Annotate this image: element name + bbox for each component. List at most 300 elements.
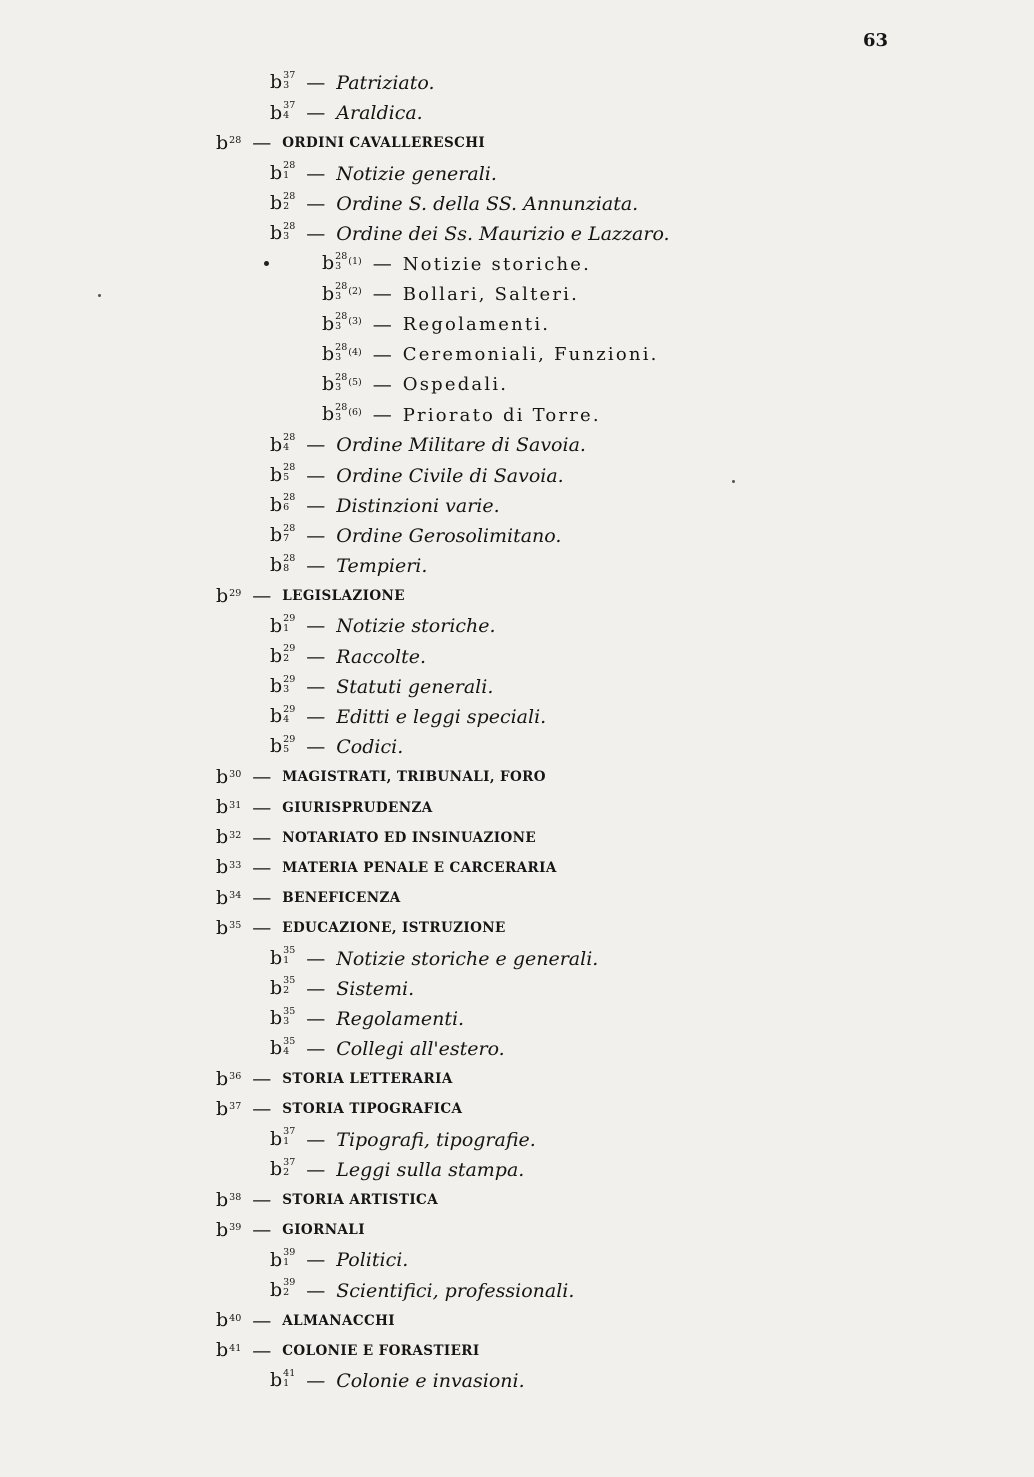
code-subscript: 1	[283, 1377, 290, 1389]
entry-dash: —	[252, 887, 272, 910]
entry-dash: —	[306, 1370, 326, 1393]
entry-code	[270, 492, 296, 516]
code-subscript: 5	[283, 743, 290, 755]
code-paren: (4)	[348, 346, 362, 358]
entry-code	[322, 371, 362, 396]
entry-dash: —	[372, 313, 392, 336]
entry-dash: —	[306, 434, 326, 457]
code-superscript: 29	[283, 643, 296, 655]
entry-label: Regolamenti.	[402, 314, 551, 336]
entry-code	[270, 703, 296, 728]
entry-label: Codici.	[336, 736, 404, 759]
list-item	[0, 430, 1034, 460]
entry-label: NOTARIATO ED INSINUAZIONE	[282, 829, 537, 846]
code-index	[229, 1102, 241, 1111]
code-superscript: 28	[229, 135, 242, 147]
entry-label: MAGISTRATI, TRIBUNALI, FORO	[282, 769, 546, 786]
code-superscript: 41	[283, 1367, 296, 1379]
code-index	[335, 282, 347, 301]
entry-dash: —	[306, 675, 326, 698]
entry-code	[322, 401, 362, 426]
entry-dash: —	[372, 253, 392, 276]
code-subscript: 2	[283, 985, 290, 997]
code-letter: b	[322, 343, 335, 366]
code-letter: b	[216, 1309, 229, 1332]
entry-dash: —	[306, 555, 326, 578]
entry-code	[216, 1188, 242, 1211]
code-letter: b	[270, 493, 283, 516]
entry-code	[270, 432, 296, 456]
code-superscript: 35	[283, 1005, 296, 1017]
code-letter: b	[216, 1218, 229, 1241]
code-subscript: 3	[335, 321, 342, 333]
code-paren: (5)	[348, 376, 362, 388]
code-letter: b	[216, 886, 229, 909]
entry-code	[216, 584, 242, 607]
code-index	[283, 1007, 295, 1026]
list-item	[0, 98, 1034, 128]
list-item	[0, 491, 1034, 521]
code-index	[229, 1314, 241, 1323]
list-item	[0, 340, 1034, 370]
code-superscript: 28	[335, 401, 348, 413]
code-subscript: 1	[283, 955, 290, 967]
code-index	[335, 252, 347, 271]
code-subscript: 3	[335, 291, 342, 303]
entry-label: Regolamenti.	[336, 1007, 465, 1030]
code-index	[283, 1369, 295, 1388]
code-paren: (1)	[348, 255, 362, 267]
code-index	[283, 735, 295, 754]
list-item	[0, 551, 1034, 581]
code-index	[283, 675, 295, 694]
list-item	[0, 400, 1034, 430]
entry-label: STORIA LETTERARIA	[282, 1071, 453, 1088]
code-paren: (6)	[348, 406, 362, 418]
code-superscript: 28	[283, 462, 296, 474]
list-item	[0, 1215, 1034, 1245]
entry-label: STORIA ARTISTICA	[282, 1192, 439, 1209]
code-subscript: 4	[283, 110, 290, 122]
list-item	[0, 310, 1034, 340]
entry-label: Priorato di Torre.	[402, 404, 601, 426]
entry-label: Ceremoniali, Funzioni.	[402, 344, 659, 366]
code-index	[229, 1072, 241, 1081]
code-subscript: 3	[283, 79, 290, 91]
code-letter: b	[216, 1067, 229, 1090]
entry-dash: —	[306, 72, 326, 95]
code-index	[283, 1037, 295, 1056]
list-item	[0, 1034, 1034, 1064]
code-index	[229, 770, 241, 779]
entry-label: Ordine dei Ss. Maurizio e Lazzaro.	[336, 223, 670, 246]
code-letter: b	[216, 1339, 229, 1362]
code-index	[283, 71, 295, 90]
list-item	[0, 611, 1034, 641]
list-item	[0, 128, 1034, 158]
code-index	[283, 946, 295, 965]
code-index	[283, 463, 295, 482]
list-item	[0, 883, 1034, 913]
code-index	[283, 1158, 295, 1177]
code-letter: b	[322, 312, 335, 335]
code-superscript: 41	[229, 1342, 242, 1354]
entry-dash: —	[252, 766, 272, 789]
code-letter: b	[216, 1097, 229, 1120]
code-index	[229, 891, 241, 900]
list-item	[0, 943, 1034, 973]
entry-label: Sistemi.	[336, 977, 415, 1000]
code-letter: b	[322, 252, 335, 275]
code-superscript: 40	[229, 1312, 242, 1324]
list-item	[0, 1064, 1034, 1094]
code-letter: b	[216, 826, 229, 849]
list-item	[0, 823, 1034, 853]
code-subscript: 3	[335, 351, 342, 363]
list-item	[0, 1004, 1034, 1034]
entry-dash: —	[252, 585, 272, 608]
entry-dash: —	[306, 524, 326, 547]
code-superscript: 28	[283, 492, 296, 504]
code-subscript: 8	[283, 562, 290, 574]
code-index	[283, 1248, 295, 1267]
code-index	[283, 101, 295, 120]
entry-dash: —	[252, 1339, 272, 1362]
list-item	[0, 1366, 1034, 1396]
entry-code	[270, 1126, 296, 1150]
code-index	[283, 192, 295, 211]
code-superscript: 29	[283, 613, 296, 625]
list-item	[0, 581, 1034, 611]
code-superscript: 28	[335, 281, 348, 293]
code-letter: b	[270, 1248, 283, 1271]
code-letter: b	[270, 1158, 283, 1181]
entry-label: Tempieri.	[336, 555, 428, 578]
entry-code	[216, 916, 242, 939]
entry-label: Leggi sulla stampa.	[336, 1158, 525, 1181]
code-index	[283, 644, 295, 663]
code-superscript: 28	[283, 552, 296, 564]
entry-label: Notizie storiche.	[336, 615, 496, 638]
code-letter: b	[270, 705, 283, 728]
entry-label: Distinzioni varie.	[336, 494, 500, 517]
code-superscript: 29	[229, 588, 242, 600]
code-index	[229, 921, 241, 930]
code-letter: b	[270, 222, 283, 245]
list-item	[0, 1125, 1034, 1155]
code-superscript: 37	[229, 1101, 242, 1113]
entry-dash: —	[372, 283, 392, 306]
entry-label: Raccolte.	[336, 645, 427, 668]
code-superscript: 28	[283, 432, 296, 444]
code-subscript: 3	[335, 411, 342, 423]
code-letter: b	[270, 1007, 283, 1030]
code-subscript: 3	[335, 381, 342, 393]
code-paren: (3)	[348, 316, 362, 328]
code-superscript: 28	[335, 341, 348, 353]
entry-dash: —	[306, 947, 326, 970]
entry-code	[270, 160, 296, 184]
list-item	[0, 762, 1034, 792]
entry-code	[216, 828, 241, 847]
code-subscript: 2	[283, 653, 290, 665]
list-item	[0, 370, 1034, 400]
entry-dash: —	[306, 706, 326, 729]
code-index	[229, 136, 241, 145]
entry-label: Ordine Civile di Savoia.	[336, 464, 564, 487]
code-index	[335, 403, 347, 422]
code-superscript: 37	[283, 69, 296, 81]
code-letter: b	[322, 282, 335, 305]
entry-code	[270, 613, 296, 637]
code-index	[283, 1278, 295, 1297]
entry-label: Patriziato.	[336, 72, 435, 95]
entry-code	[216, 1311, 241, 1330]
code-letter: b	[322, 373, 335, 396]
entry-code	[270, 522, 296, 547]
code-superscript: 34	[229, 890, 242, 902]
list-item	[0, 460, 1034, 490]
entry-dash: —	[372, 373, 392, 396]
list-item	[0, 1276, 1034, 1306]
entry-dash: —	[252, 1309, 272, 1332]
code-letter: b	[270, 554, 283, 577]
code-index	[283, 161, 295, 180]
code-superscript: 35	[283, 975, 296, 987]
entry-code	[270, 1005, 296, 1030]
entry-dash: —	[306, 1279, 326, 1302]
code-letter: b	[216, 584, 229, 607]
entry-code	[270, 552, 296, 577]
entry-dash: —	[252, 1098, 272, 1121]
code-index	[283, 976, 295, 995]
entry-label: Notizie storiche.	[402, 253, 592, 275]
code-superscript: 37	[283, 1126, 296, 1138]
code-superscript: 28	[283, 522, 296, 534]
list-item	[0, 1094, 1034, 1124]
code-index	[283, 705, 295, 724]
entry-code	[322, 281, 362, 305]
entry-dash: —	[306, 615, 326, 638]
code-superscript: 37	[283, 1156, 296, 1168]
code-index	[283, 222, 295, 241]
code-letter: b	[270, 1369, 283, 1392]
code-superscript: 39	[283, 1277, 296, 1289]
code-letter: b	[216, 131, 229, 154]
code-subscript: 5	[283, 472, 290, 484]
code-superscript: 30	[229, 769, 242, 781]
code-letter: b	[216, 856, 229, 879]
list-item	[0, 159, 1034, 189]
entry-label: EDUCAZIONE, ISTRUZIONE	[282, 920, 506, 937]
code-superscript: 36	[229, 1071, 242, 1083]
page-number: 63	[862, 30, 888, 51]
entry-label: ORDINI CAVALLERESCHI	[282, 135, 486, 152]
code-superscript: 28	[335, 311, 348, 323]
code-superscript: 35	[229, 920, 242, 932]
code-letter: b	[270, 1127, 283, 1150]
entry-dash: —	[306, 1038, 326, 1061]
entry-code	[216, 1097, 242, 1120]
entry-dash: —	[372, 404, 392, 427]
entry-label: Collegi all'estero.	[336, 1038, 505, 1061]
entry-label: GIURISPRUDENZA	[282, 799, 433, 816]
code-letter: b	[270, 463, 283, 486]
entry-dash: —	[306, 1007, 326, 1030]
code-letter: b	[216, 916, 229, 939]
code-superscript: 35	[283, 945, 296, 957]
entry-label: Ordine S. della SS. Annunziata.	[336, 192, 639, 215]
bullet-mark	[264, 261, 269, 266]
code-superscript: 39	[229, 1222, 242, 1234]
entry-code	[322, 341, 362, 366]
entry-label: Ordine Militare di Savoia.	[336, 434, 586, 457]
entry-label: LEGISLAZIONE	[282, 588, 405, 605]
entry-label: Araldica.	[336, 102, 423, 125]
entry-code	[270, 220, 296, 245]
code-subscript: 3	[283, 230, 290, 242]
code-superscript: 31	[229, 799, 242, 811]
code-index	[229, 801, 241, 810]
code-subscript: 3	[335, 260, 342, 272]
entry-dash: —	[252, 856, 272, 879]
code-index	[229, 1344, 241, 1353]
entry-code	[270, 643, 296, 667]
entry-dash: —	[372, 343, 392, 366]
list-item	[0, 702, 1034, 732]
code-superscript: 28	[283, 190, 296, 202]
entry-code	[270, 1156, 296, 1181]
classification-list	[0, 68, 1034, 1396]
code-letter: b	[270, 161, 283, 184]
code-superscript: 29	[283, 733, 296, 745]
entry-label: Ordine Gerosolimitano.	[336, 524, 562, 547]
code-index	[335, 343, 347, 362]
code-letter: b	[270, 524, 283, 547]
entry-dash: —	[306, 1158, 326, 1181]
entry-dash: —	[252, 796, 272, 819]
entry-label: Statuti generali.	[336, 675, 494, 698]
entry-label: Editti e leggi speciali.	[336, 706, 547, 729]
code-letter: b	[270, 644, 283, 667]
code-subscript: 6	[283, 502, 290, 514]
code-letter: b	[270, 1037, 283, 1060]
code-subscript: 1	[283, 1257, 290, 1269]
code-subscript: 4	[283, 442, 290, 454]
entry-code	[270, 673, 296, 698]
list-item	[0, 1336, 1034, 1366]
entry-label: Colonie e invasioni.	[336, 1370, 525, 1393]
code-letter: b	[216, 1188, 229, 1211]
entry-dash: —	[252, 1189, 272, 1212]
entry-code	[270, 945, 296, 969]
code-letter: b	[270, 71, 283, 94]
entry-code	[216, 798, 241, 817]
code-letter: b	[270, 192, 283, 215]
code-subscript: 7	[283, 532, 290, 544]
entry-label: STORIA TIPOGRAFICA	[282, 1101, 463, 1118]
entry-code	[270, 1367, 296, 1392]
entry-dash: —	[306, 1249, 326, 1272]
code-letter: b	[270, 735, 283, 758]
list-item	[0, 974, 1034, 1004]
code-subscript: 4	[283, 1045, 290, 1057]
code-subscript: 2	[283, 1287, 290, 1299]
entry-dash: —	[306, 977, 326, 1000]
entry-dash: —	[306, 464, 326, 487]
list-item	[0, 68, 1034, 98]
entry-code	[270, 975, 296, 999]
code-superscript: 33	[229, 859, 242, 871]
code-superscript: 32	[229, 829, 242, 841]
entry-code	[270, 1277, 296, 1301]
entry-code	[270, 69, 296, 94]
code-subscript: 3	[283, 683, 290, 695]
code-subscript: 3	[283, 1015, 290, 1027]
list-item	[0, 521, 1034, 551]
list-item	[0, 793, 1034, 823]
entry-code	[322, 250, 362, 275]
entry-dash: —	[252, 917, 272, 940]
list-item	[0, 1155, 1034, 1185]
code-superscript: 35	[283, 1035, 296, 1047]
code-superscript: 29	[283, 673, 296, 685]
entry-dash: —	[306, 494, 326, 517]
entry-code	[216, 131, 242, 154]
code-letter: b	[216, 765, 229, 788]
entry-dash: —	[252, 132, 272, 155]
entry-code	[322, 311, 362, 335]
list-item	[0, 672, 1034, 702]
code-superscript: 29	[283, 703, 296, 715]
code-letter: b	[270, 101, 283, 124]
entry-label: Notizie generali.	[336, 162, 497, 185]
entry-dash: —	[306, 1128, 326, 1151]
code-index	[283, 554, 295, 573]
entry-dash: —	[306, 645, 326, 668]
list-item	[0, 279, 1034, 309]
code-letter: b	[216, 796, 229, 819]
code-subscript: 2	[283, 1166, 290, 1178]
entry-code	[216, 858, 241, 877]
code-letter: b	[270, 1278, 283, 1301]
code-letter: b	[270, 614, 283, 637]
code-index	[283, 524, 295, 543]
code-superscript: 39	[283, 1247, 296, 1259]
entry-code	[216, 886, 242, 909]
code-letter: b	[270, 433, 283, 456]
code-letter: b	[322, 403, 335, 426]
code-letter: b	[270, 976, 283, 999]
entry-dash: —	[306, 223, 326, 246]
entry-label: Scientifici, professionali.	[336, 1279, 575, 1302]
list-item	[0, 249, 1034, 279]
entry-label: Tipografi, tipografie.	[336, 1128, 536, 1151]
entry-label: GIORNALI	[282, 1222, 365, 1239]
entry-code	[270, 733, 296, 758]
code-index	[229, 589, 241, 598]
code-superscript: 37	[283, 100, 296, 111]
entry-dash: —	[306, 102, 326, 125]
entry-dash: —	[306, 162, 326, 185]
code-letter: b	[270, 946, 283, 969]
entry-code	[216, 1067, 242, 1090]
entry-code	[270, 190, 296, 215]
entry-label: BENEFICENZA	[282, 890, 401, 907]
list-item	[0, 642, 1034, 672]
entry-label: COLONIE E FORASTIERI	[282, 1342, 480, 1359]
code-index	[229, 831, 241, 840]
